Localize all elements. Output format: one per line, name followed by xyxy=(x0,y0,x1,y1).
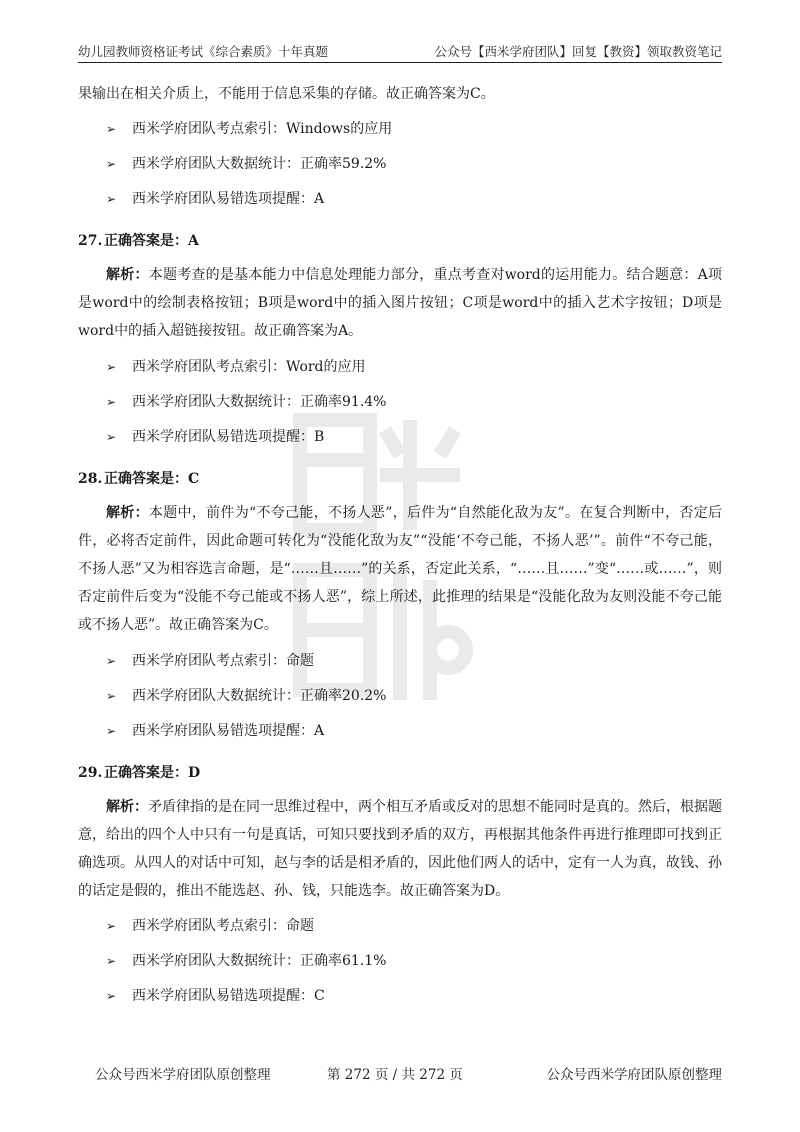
bullet-item: ➢ 西米学府团队考点索引：Windows的应用 xyxy=(78,115,722,143)
page-header xyxy=(78,38,722,63)
bullet-item: ➢ 西米学府团队易错选项提醒：A xyxy=(78,717,722,745)
answer-heading-27: 27. 正确答案是：A xyxy=(78,233,199,249)
footer-left: 公众号西米学府团队原创整理 xyxy=(95,1067,271,1083)
bullet-item: ➢ 西米学府团队大数据统计：正确率20.2% xyxy=(78,682,722,710)
intro-text: 果输出在相关介质上，不能用于信息采集的存储。故正确答案为C。 xyxy=(78,86,495,102)
bullet-item: ➢ 西米学府团队易错选项提醒：B xyxy=(78,423,722,451)
bullet-item: ➢ 西米学府团队考点索引：命题 xyxy=(78,647,722,675)
explanation-27: 解析：本题考查的是基本能力中信息处理能力部分，重点考查对word的运用能力。结合题意：A项是word中的绘制表格按钮；B项是word中的插入图片按钮；C项是word中的插入艺术字按钮；D项是word中的插入超链接按钮。故正确答案为A。 xyxy=(78,267,722,340)
bullet-item: ➢ 西米学府团队易错选项提醒：A xyxy=(78,185,722,213)
bullet-item: ➢ 西米学府团队易错选项提醒：C xyxy=(78,982,722,1010)
arrow-icon: ➢ xyxy=(106,359,117,374)
arrow-icon: ➢ xyxy=(106,192,117,206)
page-content xyxy=(78,80,722,1017)
arrow-icon: ➢ xyxy=(106,429,117,444)
footer-right: 公众号西米学府团队原创整理 xyxy=(546,1067,722,1083)
explanation-29: 解析：矛盾律指的是在同一思维过程中，两个相互矛盾或反对的思想不能同时是真的。然后，根据题意，给出的四个人中只有一句是真话，可知只要找到矛盾的双方，再根据其他条件再进行推理即可找到正确选项。从四人的对话中可知，赵与李的话是相矛盾的，因此他们两人的话中，定有一人为真，故钱、孙的话定是假的，推出不能选赵、孙、钱，只能选李。故正确答案为D。 xyxy=(78,798,722,900)
bullet-item: ➢ 西米学府团队大数据统计：正确率91.4% xyxy=(78,388,722,416)
bullet-item: ➢ 西米学府团队大数据统计：正确率61.1% xyxy=(78,947,722,975)
explanation-28: 解析：本题中，前件为“不夸己能，不扬人恶”，后件为“自然能化敌为友”。在复合判断中，否定后件，必将否定前件，因此命题可转化为“没能化敌为友”“没能‘不夸己能，不扬人恶’”。前件“不夸己能，不扬人恶”又为相容选言命题，是“……且……”的关系，否定此关系，“……且……”变“……或……”，则否定前件后变为“没能不夸己能或不扬人恶”，综上所述，此推理的结果是“没能化敌为友则没能不夸己能或不扬人恶”。故正确答案为C。 xyxy=(78,504,722,634)
arrow-icon: ➢ xyxy=(106,394,117,409)
arrow-icon: ➢ xyxy=(106,919,117,934)
bullet-item: ➢ 西米学府团队考点索引：Word的应用 xyxy=(78,353,722,381)
arrow-icon: ➢ xyxy=(106,989,117,1004)
header-promo: 公众号【西米学府团队】回复【教资】领取教资笔记 xyxy=(434,44,722,59)
arrow-icon: ➢ xyxy=(106,954,117,969)
bullet-item: ➢ 西米学府团队考点索引：命题 xyxy=(78,912,722,940)
arrow-icon: ➢ xyxy=(106,688,117,703)
arrow-icon: ➢ xyxy=(106,157,117,171)
answer-heading-29: 29. 正确答案是：D xyxy=(78,764,201,781)
page-number: 第 272 页 / 共 272 页 xyxy=(327,1067,463,1083)
answer-heading-28: 28. 正确答案是：C xyxy=(78,470,200,487)
arrow-icon: ➢ xyxy=(106,122,117,136)
page-footer xyxy=(95,1063,722,1083)
header-title: 幼儿园教师资格证考试《综合素质》十年真题 xyxy=(78,44,329,59)
arrow-icon: ➢ xyxy=(106,723,117,738)
bullet-item: ➢ 西米学府团队大数据统计：正确率59.2% xyxy=(78,150,722,178)
arrow-icon: ➢ xyxy=(106,653,117,668)
